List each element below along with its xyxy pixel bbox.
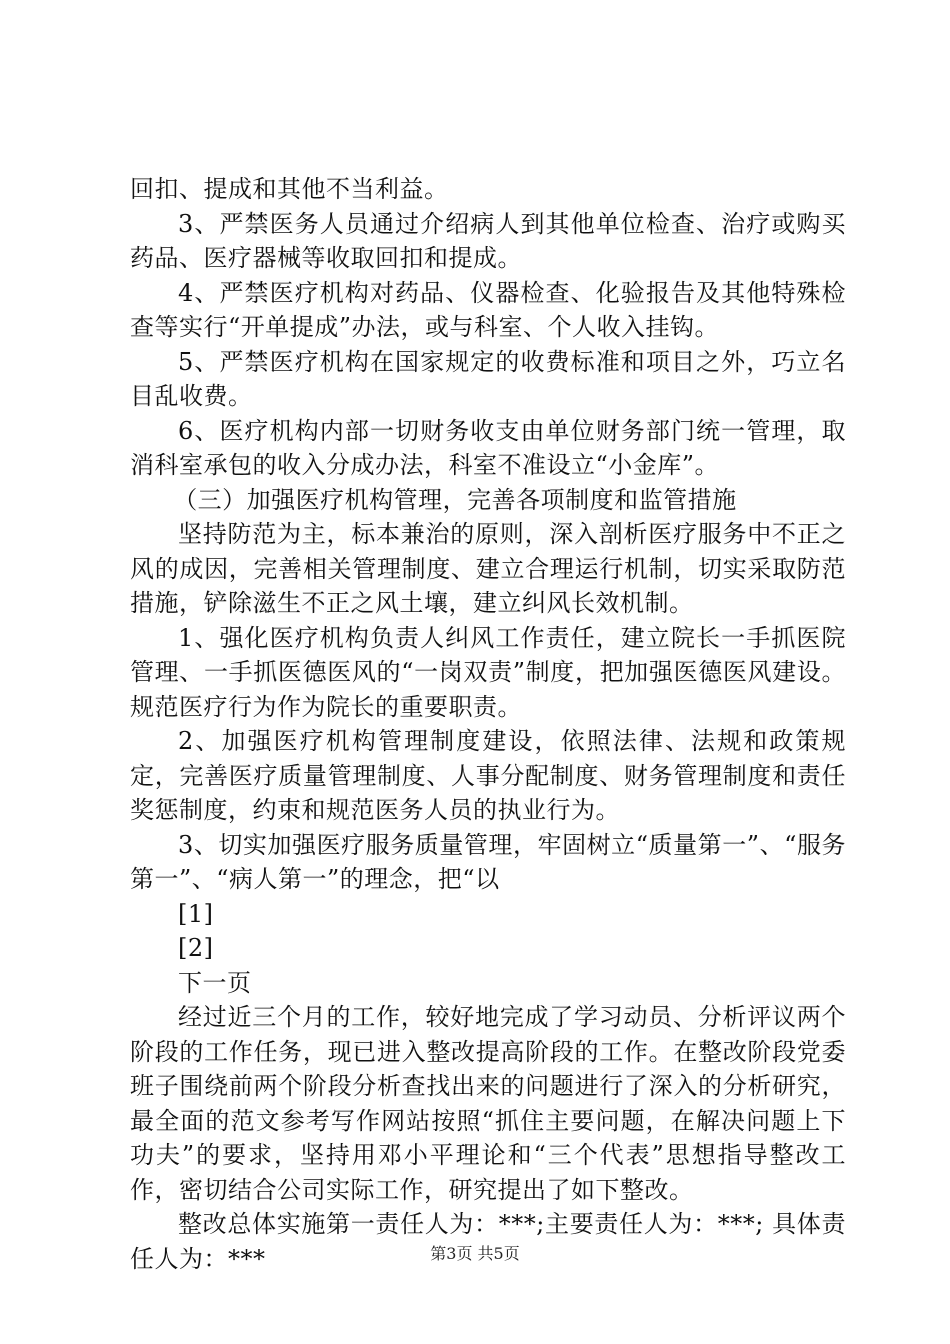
paragraph-item-6: 6、医疗机构内部一切财务收支由单位财务部门统一管理，取消科室承包的收入分成办法，科室不准设立“小金库”。 <box>130 416 846 479</box>
paragraph-measure-2: 2、加强医疗机构管理制度建设，依照法律、法规和政策规定，完善医疗质量管理制度、人事分配制度、财务管理制度和责任奖惩制度，约束和规范医务人员的执业行为。 <box>130 727 846 824</box>
paragraph-measure-3: 3、切实加强医疗服务质量管理，牢固树立“质量第一”、“服务第一”、“病人第一”的理念，把“以 <box>130 830 846 893</box>
paragraph-measure-1: 1、强化医疗机构负责人纠风工作责任，建立院长一手抓医院管理、一手抓医德医风的“一岗双责”制度，把加强医德医风建设。规范医疗行为作为院长的重要职责。 <box>130 623 846 721</box>
page-link-2[interactable]: [2] <box>178 934 214 962</box>
paragraph-item-5: 5、严禁医疗机构在国家规定的收费标准和项目之外，巧立名目乱收费。 <box>130 347 846 410</box>
document-body <box>130 172 846 1276</box>
paragraph-rectification-intro: 经过近三个月的工作，较好地完成了学习动员、分析评议两个阶段的工作任务，现已进入整改提高阶段的工作。在整改阶段党委班子围绕前两个阶段分析查找出来的问题进行了深入的分析研究，最全面的范文参考写作网站按照“抓住主要问题，在解决问题上下功夫”的要求，坚持用邓小平理论和“三个代表”思想指导整改工作，密切结合公司实际工作，研究提出了如下整改。 <box>130 1003 846 1204</box>
paragraph-item-3: 3、严禁医务人员通过介绍病人到其他单位检查、治疗或购买药品、医疗器械等收取回扣和提成。 <box>130 209 846 272</box>
next-page-link[interactable]: 下一页 <box>178 968 252 997</box>
paragraph-continuation: 回扣、提成和其他不当利益。 <box>130 175 449 203</box>
section-heading-3: （三）加强医疗机构管理，完善各项制度和监管措施 <box>173 485 737 514</box>
paragraph-principle: 坚持防范为主，标本兼治的原则，深入剖析医疗服务中不正之风的成因，完善相关管理制度、建立合理运行机制，切实采取防范措施，铲除滋生不正之风土壤，建立纠风长效机制。 <box>130 520 846 617</box>
paragraph-responsible-persons: 整改总体实施第一责任人为：***;主要责任人为：***; 具体责任人为：*** <box>130 1210 846 1273</box>
page-footer: 第3页 共5页 <box>430 1244 520 1263</box>
paragraph-item-4: 4、严禁医疗机构对药品、仪器检查、化验报告及其他特殊检查等实行“开单提成”办法，或与科室、个人收入挂钩。 <box>130 278 846 341</box>
page-link-1[interactable]: [1] <box>178 899 214 928</box>
